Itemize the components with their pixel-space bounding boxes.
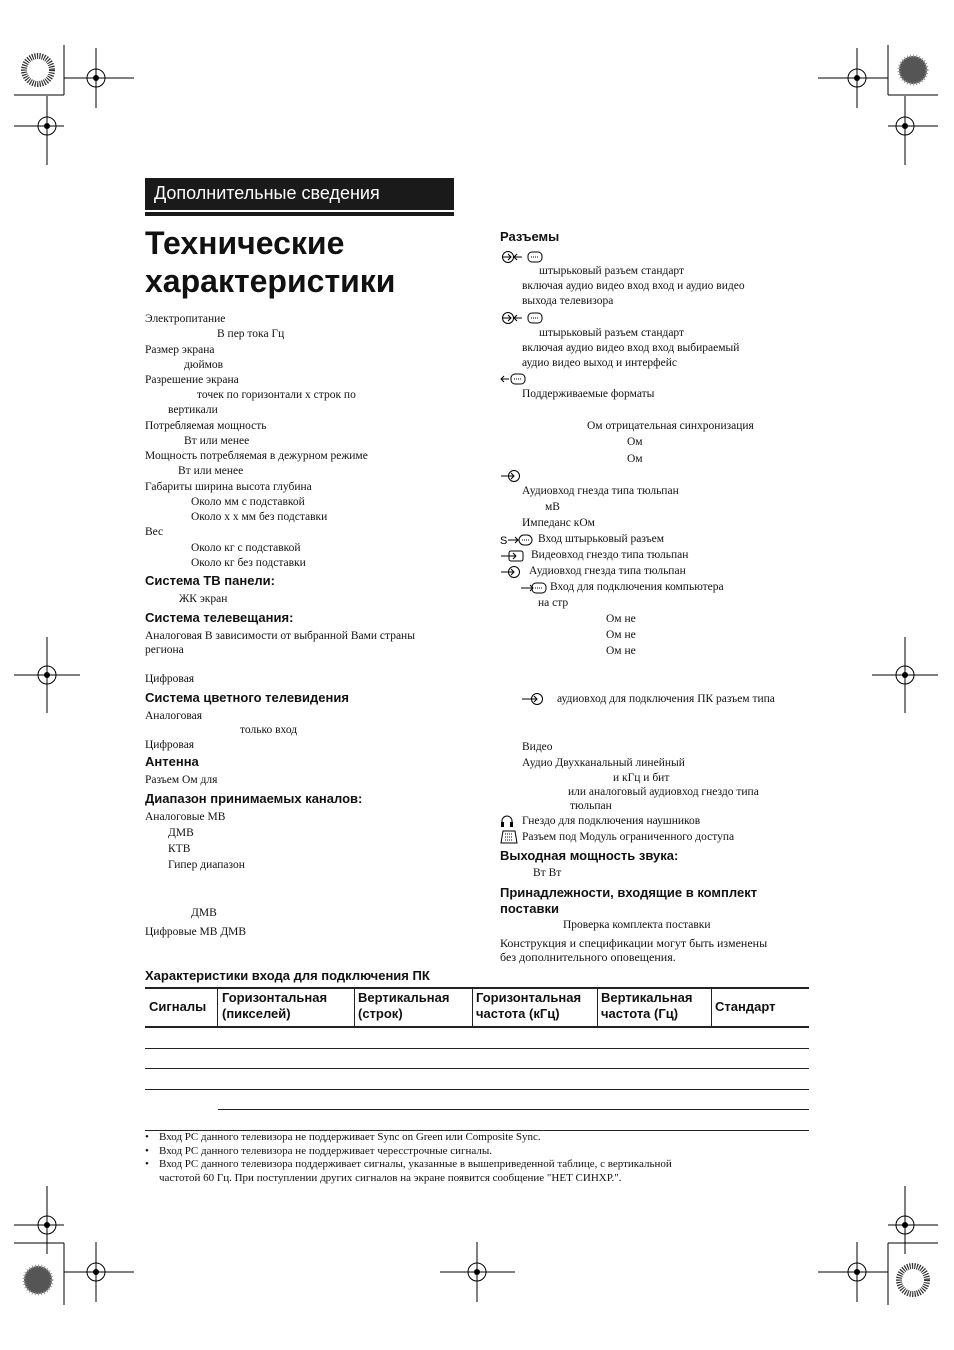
audio-khz: и кГц и бит <box>613 772 670 784</box>
table-row-rule <box>145 1068 809 1069</box>
bullet-marker: • <box>145 1158 149 1170</box>
weight-without-stand: Около кг без подставки <box>191 557 306 569</box>
consumption-value: Вт или менее <box>184 435 250 447</box>
dimensions-with-stand: Около мм с подставкой <box>191 496 305 508</box>
weight-label: Вес <box>145 526 164 538</box>
table-top-rule <box>145 987 809 989</box>
headphones-icon <box>500 814 514 828</box>
audio-2ch: Аудио Двухканальный линейный <box>522 757 685 769</box>
dimensions-without-stand: Около x x мм без подставки <box>191 511 328 523</box>
panel-value: ЖК экран <box>179 593 228 605</box>
consumption-label: Потребляемая мощность <box>145 420 267 432</box>
sound-heading: Выходная мощность звука: <box>500 848 679 863</box>
scart-out-icon <box>500 372 528 386</box>
scart1-line2: включая аудио видео вход вход и аудио видео <box>522 280 745 292</box>
bullet-2: Вход PC данного телевизора не поддерживает чересстрочные сигналы. <box>159 1145 493 1157</box>
power-value: В пер тока Гц <box>217 328 285 340</box>
audio-analog: или аналоговый аудиовход гнездо типа <box>568 786 759 798</box>
om-value-1: Ом <box>627 436 643 448</box>
connectors-heading: Разъемы <box>500 229 560 244</box>
standby-value: Вт или менее <box>178 465 244 477</box>
range-hyper: Гипер диапазон <box>168 859 245 871</box>
video-in-icon <box>500 549 526 563</box>
banner-underline <box>145 212 454 216</box>
bullet-marker: • <box>145 1131 149 1143</box>
col-standard: Стандарт <box>715 999 776 1014</box>
col-horizontal-pixels: Горизонтальная (пикселей) <box>222 990 328 1021</box>
screen-size-label: Размер экрана <box>145 344 215 356</box>
om-ne-2: Ом не <box>606 629 636 641</box>
section-banner <box>145 178 454 210</box>
design-note-1: Конструкция и спецификации могут быть изменены <box>500 936 768 950</box>
col-divider <box>472 989 473 1027</box>
headphones-jack: Гнездо для подключения наушников <box>522 815 701 827</box>
pc-input: Вход для подключения компьютера <box>550 581 724 593</box>
design-note-2: без дополнительного оповещения. <box>500 950 676 964</box>
bullet-marker: • <box>145 1145 149 1157</box>
bullet-3: Вход PC данного телевизора поддерживает сигналы, указанные в вышеприведенной таблице, с вертикальной <box>159 1158 672 1170</box>
col-vertical-lines: Вертикальная (строк) <box>358 990 450 1021</box>
range-analog-mv: Аналоговые МВ <box>145 811 226 823</box>
resolution-value: точек по горизонтали x строк по <box>197 389 356 401</box>
table-row-rule <box>145 1089 809 1090</box>
om-ne-1: Ом не <box>606 613 636 625</box>
video-in: Видеовход гнездо типа тюльпан <box>531 549 689 561</box>
range-dmv-2: ДМВ <box>191 907 217 919</box>
om-value-2: Ом <box>627 453 643 465</box>
accessories-heading-1: Принадлежности, входящие в комплект <box>500 885 758 900</box>
panel-heading: Система ТВ панели: <box>145 573 276 588</box>
screen-size-value: дюймов <box>184 359 224 371</box>
pc-audio-in-icon <box>520 692 546 706</box>
broadcast-digital: Цифровая <box>145 673 195 685</box>
bullet-1: Вход PC данного телевизора не поддерживает Sync on Green или Composite Sync. <box>159 1131 541 1143</box>
s-video-icon <box>500 533 534 547</box>
range-heading: Диапазон принимаемых каналов: <box>145 791 363 806</box>
scart1-line3: выхода телевизора <box>522 295 614 307</box>
antenna-value: Разъем Ом для <box>145 774 218 786</box>
color-analog: Аналоговая <box>145 710 203 722</box>
pc-in-icon <box>520 581 548 595</box>
col-divider <box>711 989 712 1027</box>
dimensions-label: Габариты ширина высота глубина <box>145 481 312 493</box>
table-header-rule <box>145 1026 809 1028</box>
audio-in-mv: мВ <box>545 501 560 513</box>
broadcast-analog: Аналоговая В зависимости от выбранной Вами страны <box>145 630 415 642</box>
col-divider <box>354 989 355 1027</box>
weight-with-stand: Около кг с подставкой <box>191 542 301 554</box>
audio-in-icon <box>500 565 522 579</box>
resolution-label: Разрешение экрана <box>145 374 239 386</box>
table-row-rule <box>218 1109 809 1110</box>
antenna-heading: Антенна <box>145 754 199 769</box>
audio-tulip: тюльпан <box>570 800 612 812</box>
resolution-value-2: вертикали <box>168 404 218 416</box>
svg-text:S: S <box>500 535 508 547</box>
color-digital: Цифровая <box>145 739 195 751</box>
audio-in: Аудиовход гнезда типа тюльпан <box>522 485 679 497</box>
broadcast-region: региона <box>145 644 184 656</box>
range-dmv: ДМВ <box>168 827 194 839</box>
audio-in-icon <box>500 469 522 483</box>
video-label: Видео <box>522 741 553 753</box>
cam-slot: Разъем под Модуль ограниченного доступа <box>522 831 735 843</box>
scart-in-out-icon <box>500 250 544 264</box>
audio-in-2: Аудиовход гнезда типа тюльпан <box>529 565 686 577</box>
col-divider <box>597 989 598 1027</box>
col-signals: Сигналы <box>149 999 207 1014</box>
page-title-line2: характеристики <box>145 263 396 299</box>
scart-in-out-icon <box>500 311 544 325</box>
impedance: Импеданс кОм <box>522 517 595 529</box>
scart2-line3: аудио видео выход и интерфейс <box>522 357 677 369</box>
scart2-line1: штырьковый разъем стандарт <box>539 327 685 339</box>
pc-audio-in: аудиовход для подключения ПК разъем типа <box>557 693 775 705</box>
accessories-heading-2: поставки <box>500 901 559 916</box>
standby-label: Мощность потребляемая в дежурном режиме <box>145 450 368 462</box>
om-neg-sync: Ом отрицательная синхронизация <box>587 420 754 432</box>
banner-text: Дополнительные сведения <box>154 183 380 203</box>
range-ktv: КТВ <box>168 843 191 855</box>
table-row-rule <box>145 1048 809 1049</box>
color-heading: Система цветного телевидения <box>145 690 349 705</box>
pc-table-heading: Характеристики входа для подключения ПК <box>145 968 430 983</box>
col-vertical-freq: Вертикальная частота (Гц) <box>601 990 693 1021</box>
supported-formats: Поддерживаемые форматы <box>522 388 655 400</box>
bullet-3-cont: частотой 60 Гц. При поступлении других сигналов на экране появится сообщение "НЕТ СИНХР.". <box>159 1172 622 1184</box>
range-digital: Цифровые МВ ДМВ <box>145 926 247 938</box>
cam-slot-icon <box>500 829 518 845</box>
scart1-line1: штырьковый разъем стандарт <box>539 265 685 277</box>
accessories-value: Проверка комплекта поставки <box>563 919 711 931</box>
pc-input-page: на стр <box>538 597 569 609</box>
sound-value: Вт Вт <box>533 867 562 879</box>
col-horizontal-freq: Горизонтальная частота (кГц) <box>476 990 582 1021</box>
s-video-input: Вход штырьковый разъем <box>538 533 665 545</box>
col-divider <box>217 989 218 1027</box>
color-input-only: только вход <box>240 724 298 736</box>
broadcast-heading: Система телевещания: <box>145 610 294 625</box>
page-title-line1: Технические <box>145 225 345 261</box>
power-label: Электропитание <box>145 313 226 325</box>
scart2-line2: включая аудио видео вход вход выбираемый <box>522 342 740 354</box>
om-ne-3: Ом не <box>606 645 636 657</box>
